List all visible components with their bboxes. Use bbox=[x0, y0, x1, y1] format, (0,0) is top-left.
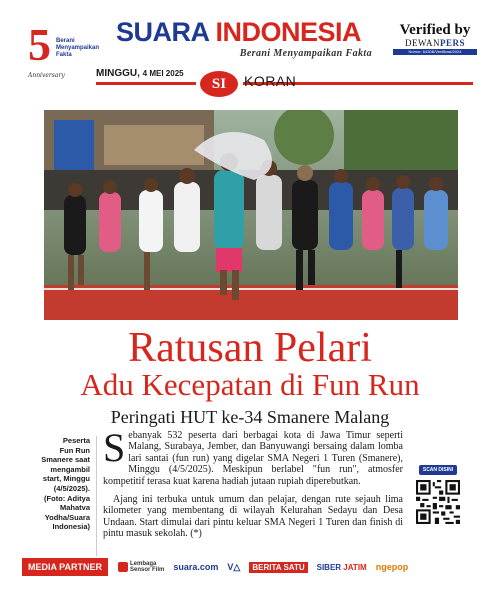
dewan-pers-label: DEWANPERS bbox=[404, 38, 465, 48]
anniversary-tagline: Berani Menyampaikan Fakta bbox=[56, 38, 100, 58]
si-badge-icon: SI bbox=[200, 71, 238, 97]
edition-label: KORAN bbox=[244, 73, 297, 89]
scan-qr-box[interactable] bbox=[412, 458, 464, 529]
article-paragraph: Ajang ini terbuka untuk umum dan pelajar, dengan rute sejauh lima kilometer yang membentang di wilayah Kelurahan Sedayu dan Desa Undaan. Start dimulai dari pintu keluar SMA Negeri 1 Turen dan finish di pintu masuk sekolah. (*) bbox=[103, 494, 403, 540]
partner-siberjatim-logo[interactable]: SIBER JATIM bbox=[316, 562, 367, 572]
headline-second: Adu Kecepatan di Fun Run bbox=[80, 367, 420, 402]
anniversary-5-icon: 5 bbox=[28, 19, 49, 70]
verified-title: Verified by bbox=[399, 22, 471, 38]
newspaper-tagline: Berani Menyampaikan Fakta bbox=[239, 48, 372, 59]
partner-beritasatu-logo[interactable]: BERITA SATU bbox=[249, 562, 307, 573]
partner-ngepop-logo[interactable]: ngepop bbox=[375, 562, 409, 572]
caption-divider bbox=[96, 436, 97, 556]
dateline: MINGGU, 4 MEI 2025 bbox=[96, 68, 184, 79]
partner-va-logo[interactable]: V△ bbox=[227, 561, 241, 572]
anniversary-logo bbox=[28, 19, 100, 79]
media-partner-label: MEDIA PARTNER bbox=[22, 558, 108, 576]
headline-main: Ratusan Pelari bbox=[128, 325, 372, 371]
article-paragraph: Sebanyak 532 peserta dari berbagai kota di Jawa Timur seperti Malang, Surabaya, Jember, dan Banyuwangi bersaing dalam lomba lari santai (fun run) yang digelar SMA Negeri 1 Turen (Smanere), Minggu (4/5/2025). Meskipun berlabel "fun run", atmosfer kompetitif terasa kuat karena hadiah jutaan rupiah diperebutkan. bbox=[103, 425, 403, 487]
header-rule-left bbox=[96, 82, 196, 85]
masthead-header bbox=[0, 0, 500, 104]
drop-cap: S bbox=[103, 425, 126, 470]
race-start-illustration bbox=[44, 110, 458, 320]
photo-caption: Peserta Fun Run Smanere saat mengambil start, Minggu (4/5/2025). (Foto: Aditya Mahatva Yodha/Suara Indonesia) bbox=[41, 436, 90, 532]
race-start-photo bbox=[44, 110, 458, 320]
partner-logos bbox=[118, 561, 408, 573]
anniversary-script: Anniversary bbox=[28, 72, 65, 79]
newspaper-title: SUARA INDONESIA bbox=[116, 17, 362, 47]
partner-lsf-logo[interactable]: Lembaga Sensor Film bbox=[118, 561, 164, 573]
qr-code-icon[interactable] bbox=[416, 480, 460, 524]
article-body bbox=[103, 425, 403, 547]
newspaper-masthead bbox=[116, 18, 386, 59]
media-partner-bar bbox=[22, 556, 478, 578]
verified-badge bbox=[393, 22, 477, 55]
lsf-mark-icon bbox=[118, 562, 128, 572]
partner-suara-logo[interactable]: suara.com bbox=[173, 562, 219, 572]
subheadline: Peringati HUT ke-34 Smanere Malang bbox=[110, 407, 390, 427]
verification-number: Nomor: 6430B/Verifikasi/2024 bbox=[393, 49, 477, 55]
scan-label: SCAN DISINI bbox=[419, 465, 457, 475]
